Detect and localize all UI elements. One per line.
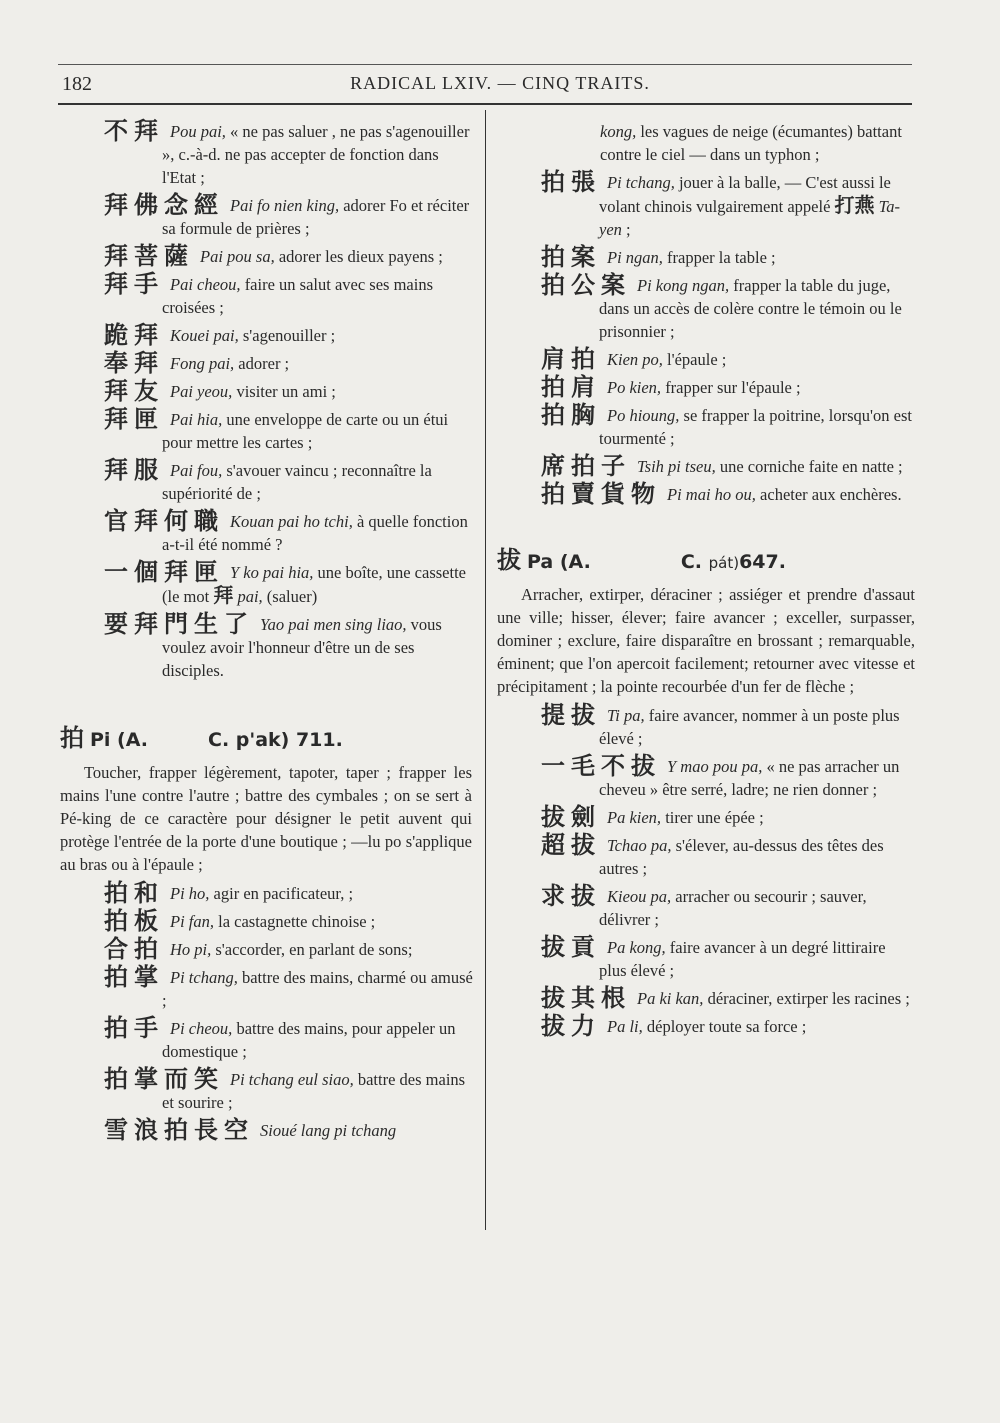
dictionary-entry: [104, 935, 476, 963]
entry-body: [104, 191, 476, 240]
dictionary-entry: [541, 882, 915, 931]
entry-romanization: kong,: [600, 122, 637, 141]
entry-body: [104, 456, 476, 505]
entry-romanization: Yao pai men sing liao,: [260, 615, 407, 634]
entry-romanization: Pi tchang eul siao,: [230, 1070, 354, 1089]
section-heading-pa: [497, 540, 915, 575]
section-heading-pi: [60, 718, 478, 753]
entry-body: [104, 507, 476, 556]
dictionary-entry: [541, 168, 915, 241]
entry-characters: 拜佛念經: [104, 191, 224, 219]
entry-body: [104, 377, 476, 405]
entries-block: [497, 168, 915, 508]
entry-romanization: Kouei pai,: [170, 326, 239, 345]
entry-definition: vous voulez avoir l'honneur d'être un de ses disciples.: [162, 615, 442, 680]
entry-characters: 拍賣貨物: [541, 480, 661, 508]
entry-romanization: Pi tchang,: [607, 173, 675, 192]
entry-romanization: Kieou pa,: [607, 887, 672, 906]
entry-definition: s'accorder, en parlant de sons;: [211, 940, 413, 959]
entry-definition: frapper sur l'épaule ;: [661, 378, 801, 397]
entry-definition: faire un salut avec ses mains croisées ;: [162, 275, 433, 317]
section-definition: Toucher, frapper légèrement, tapoter, taper ; frapper les mains l'une contre l'autre ; battre des cymbales ; on se sert à Pé-king de ce caractère pour désigner le petit auvent qui protège l'entrée de la porte d'une boutique ; —lu po s'applique au bras ou à l'épaule ;: [60, 763, 472, 874]
entry-definition: à quelle fonction a-t-il été nommé ?: [162, 512, 468, 554]
right-column: [497, 120, 915, 1043]
entry-definition: « ne pas saluer , ne pas s'agenouiller », c.-à-d. ne pas accepter de fonction dans l'Etat ;: [162, 122, 470, 187]
entry-definition: les vagues de neige (écumantes) battant contre le ciel — dans un typhon ;: [600, 122, 902, 164]
section-mandarin-label: Pa (A.: [527, 551, 591, 573]
entry-characters: 一毛不拔: [541, 752, 661, 780]
entry-definition: s'agenouiller ;: [238, 326, 336, 345]
dictionary-entry: [104, 558, 476, 608]
dictionary-entry: [541, 933, 915, 982]
entry-definition: s'élever, au-dessus des têtes des autres ;: [599, 836, 884, 878]
inline-characters: 拜: [213, 583, 234, 607]
entry-definition: frapper la table ;: [662, 248, 776, 267]
entry-body: [104, 242, 476, 270]
entry-characters: 拍手: [104, 1014, 164, 1042]
entry-characters: 拍案: [541, 243, 601, 271]
entry-romanization: Pai pou sa,: [200, 247, 275, 266]
entry-definition: acheter aux enchères.: [755, 485, 902, 504]
entry-body: [104, 1116, 476, 1144]
entry-characters: 一個拜匣: [104, 558, 224, 586]
entry-body: [104, 270, 476, 319]
entry-body: [541, 480, 915, 508]
entry-characters: 拍肩: [541, 373, 601, 401]
dictionary-entry: [541, 243, 915, 271]
entry-romanization: Tsih pi tseu,: [637, 457, 716, 476]
entry-characters: 拍板: [104, 907, 164, 935]
entry-definition: tirer une épée ;: [661, 808, 764, 827]
entry-romanization: Pi ho,: [170, 884, 210, 903]
entry-characters: 拔力: [541, 1012, 601, 1040]
entry-characters: 雪浪拍長空: [104, 1116, 254, 1144]
entry-definition: battre des mains et sourire ;: [162, 1070, 466, 1112]
dictionary-entry: [104, 1014, 476, 1063]
dictionary-entry: [104, 405, 476, 454]
entry-romanization: Pai fo nien king,: [230, 196, 340, 215]
entry-characters: 拜服: [104, 456, 164, 484]
entry-definition: une enveloppe de carte ou un étui pour mettre les cartes ;: [162, 410, 449, 452]
entry-body: [541, 168, 915, 241]
dictionary-entry: [104, 456, 476, 505]
entry-romanization: Y ko pai hia,: [230, 563, 314, 582]
entry-romanization: Kien po,: [607, 350, 663, 369]
entry-body: [541, 752, 915, 801]
entry-definition: visiter un ami ;: [232, 382, 336, 401]
entry-definition: adorer ;: [234, 354, 290, 373]
entry-characters: 席拍子: [541, 452, 631, 480]
entry-body: [104, 610, 476, 682]
entry-definition: arracher ou secourir ; sauver, délivrer ;: [599, 887, 867, 929]
dictionary-entry: [541, 831, 915, 880]
entry-romanization: Pa kien,: [607, 808, 662, 827]
section-number: 647.: [739, 551, 786, 573]
dictionary-entry: [541, 480, 915, 508]
entry-characters: 不拜: [104, 117, 164, 145]
entry-body: [541, 401, 915, 450]
entry-definition: une boîte, une cassette (le mot: [162, 563, 466, 606]
entry-romanization: Y mao pou pa,: [667, 757, 763, 776]
entry-characters: 拍公案: [541, 271, 631, 299]
entry-definition-tail: ;: [621, 220, 631, 239]
dictionary-entry: [541, 345, 915, 373]
dictionary-entry: [104, 610, 476, 682]
entry-body: [104, 907, 476, 935]
entry-body: [104, 879, 476, 907]
entry-romanization: Sioué lang pi tchang: [260, 1121, 397, 1140]
entry-body: [541, 831, 915, 880]
entry-body: [104, 963, 476, 1012]
dictionary-entry: [104, 242, 476, 270]
dictionary-entry: [104, 1116, 476, 1144]
dictionary-entry: [104, 879, 476, 907]
entry-definition: jouer à la balle, — C'est aussi le volant chinois vulgairement appelé: [599, 173, 891, 216]
header-rule: [58, 103, 912, 105]
inline-characters: 打燕: [834, 193, 875, 217]
entry-romanization: Po kien,: [607, 378, 662, 397]
entry-body: [541, 243, 915, 271]
entry-body: [541, 984, 915, 1012]
entry-characters: 奉拜: [104, 349, 164, 377]
entry-body: [104, 558, 476, 608]
inline-romanization: pai,: [237, 587, 263, 606]
entry-characters: 拜匣: [104, 405, 164, 433]
entry-characters: 拔劍: [541, 803, 601, 831]
dictionary-entry: [541, 1012, 915, 1040]
entries-block: [497, 701, 915, 1040]
entry-definition: battre des mains, charmé ou amusé ;: [162, 968, 473, 1010]
dictionary-entry: [104, 907, 476, 935]
entry-romanization: Ti pa,: [607, 706, 645, 725]
dictionary-entry: [104, 117, 476, 189]
dictionary-entry: [541, 271, 915, 343]
entry-romanization: Pai fou,: [170, 461, 223, 480]
column-divider: [485, 110, 486, 1230]
entry-definition: faire avancer, nommer à un poste plus élevé ;: [599, 706, 900, 748]
entries-block: [60, 117, 478, 682]
entry-body: [541, 803, 915, 831]
entry-romanization: Pi cheou,: [170, 1019, 233, 1038]
entry-romanization: Pai yeou,: [170, 382, 233, 401]
entry-romanization: Pa kong,: [607, 938, 666, 957]
section-cantonese-label: C.: [680, 551, 702, 573]
entry-definition: « ne pas arracher un cheveu » être serré, ladre; ne rien donner ;: [599, 757, 900, 799]
dictionary-entry: [104, 1065, 476, 1114]
entry-romanization: Tchao pa,: [607, 836, 672, 855]
dictionary-entry: [541, 373, 915, 401]
entry-characters: 求拔: [541, 882, 601, 910]
entry-romanization: Pou pai,: [170, 122, 226, 141]
entry-romanization: Fong pai,: [170, 354, 235, 373]
dictionary-entry: [541, 752, 915, 801]
entry-characters: 要拜門生了: [104, 610, 254, 638]
running-title: RADICAL LXIV. — CINQ TRAITS.: [350, 73, 650, 93]
entry-characters: 提拔: [541, 701, 601, 729]
entry-characters: 拜友: [104, 377, 164, 405]
section-character: 拔: [497, 546, 521, 574]
entry-characters: 拍掌而笑: [104, 1065, 224, 1093]
entry-definition: adorer Fo et réciter sa formule de prières ;: [162, 196, 470, 238]
top-rule: [58, 64, 912, 65]
dictionary-entry: [104, 507, 476, 556]
dictionary-entry: [104, 191, 476, 240]
dictionary-entry: [541, 701, 915, 750]
entry-body: [541, 933, 915, 982]
entry-definition: l'épaule ;: [662, 350, 727, 369]
dictionary-entry: [104, 270, 476, 319]
entry-romanization: Pi mai ho ou,: [667, 485, 756, 504]
entry-body: [541, 452, 915, 480]
entry-characters: 拍掌: [104, 963, 164, 991]
dictionary-entry: [541, 803, 915, 831]
section-character: 拍: [60, 724, 84, 752]
entry-definition: une corniche faite en natte ;: [715, 457, 903, 476]
section-cantonese-reading: pát): [708, 554, 740, 572]
dictionary-entry: [541, 452, 915, 480]
entry-romanization: Pi tchang,: [170, 968, 238, 987]
dictionary-entry: [541, 401, 915, 450]
entry-body: [104, 117, 476, 189]
entries-block: [60, 879, 478, 1144]
dictionary-entry: [541, 984, 915, 1012]
entry-body: [104, 349, 476, 377]
entry-definition: adorer les dieux payens ;: [274, 247, 443, 266]
entry-body: [104, 1014, 476, 1063]
entry-definition: battre des mains, pour appeler un domestique ;: [162, 1019, 456, 1061]
entry-definition-tail: (saluer): [262, 587, 318, 606]
entry-body: [541, 882, 915, 931]
entry-characters: 拔貢: [541, 933, 601, 961]
dictionary-entry: [104, 321, 476, 349]
entry-definition: faire avancer à un degré littiraire plus élevé ;: [599, 938, 886, 980]
entry-characters: 拜手: [104, 270, 164, 298]
entry-body: [104, 1065, 476, 1114]
dictionary-entry: [104, 377, 476, 405]
entry-romanization: Pa li,: [607, 1017, 643, 1036]
entry-definition: déraciner, extirper les racines ;: [703, 989, 910, 1008]
entry-romanization: Pi fan,: [170, 912, 214, 931]
entry-characters: 合拍: [104, 935, 164, 963]
entry-definition: la castagnette chinoise ;: [214, 912, 376, 931]
section-mandarin-label: Pi (A.: [90, 729, 149, 751]
entry-romanization: Pa ki kan,: [637, 989, 704, 1008]
entry-body: [541, 271, 915, 343]
left-column: [60, 117, 478, 1147]
entry-definition: déployer toute sa force ;: [642, 1017, 807, 1036]
entry-definition: agir en pacificateur, ;: [209, 884, 354, 903]
entry-definition: s'avouer vaincu ; reconnaître la supériorité de ;: [162, 461, 432, 503]
entry-characters: 拍和: [104, 879, 164, 907]
entry-characters: 拍張: [541, 168, 601, 196]
dictionary-entry: [104, 349, 476, 377]
entry-romanization: Pi kong ngan,: [637, 276, 730, 295]
entry-definition: se frapper la poitrine, lorsqu'on est tourmenté ;: [599, 406, 912, 448]
entry-characters: 拜菩薩: [104, 242, 194, 270]
entry-body: [541, 1012, 915, 1040]
entry-body: [104, 405, 476, 454]
entry-body: [541, 373, 915, 401]
entry-body: [104, 321, 476, 349]
entry-romanization: Po hioung,: [607, 406, 680, 425]
entry-characters: 超拔: [541, 831, 601, 859]
entry-romanization: Ho pi,: [170, 940, 212, 959]
entry-body: [541, 345, 915, 373]
entry-characters: 官拜何職: [104, 507, 224, 535]
entry-characters: 拍胸: [541, 401, 601, 429]
entry-romanization: Pai hia,: [170, 410, 223, 429]
entry-body: [104, 935, 476, 963]
entry-romanization: Pai cheou,: [170, 275, 241, 294]
section-definition: Arracher, extirper, déraciner ; assiéger et prendre d'assaut une ville; hisser, élever; faire avancer ; exceller, surpasser, dominer ; exclure, faire disparaître en brossant ; remarquable, éminent; que l'on apercoit facilement; retourner avec vitesse et précipitament ; la pointe recourbée d'un fer de flèche ;: [497, 585, 915, 696]
section-cantonese-label: C. p'ak) 711.: [208, 729, 343, 751]
entry-characters: 跪拜: [104, 321, 164, 349]
entry-romanization: Pi ngan,: [607, 248, 663, 267]
dictionary-entry: [104, 963, 476, 1012]
entry-characters: 肩拍: [541, 345, 601, 373]
inline-romanization: Ta-yen: [599, 197, 901, 239]
entry-characters: 拔其根: [541, 984, 631, 1012]
entry-body: [541, 701, 915, 750]
entry-definition: frapper la table du juge, dans un accès de colère contre le témoin ou le prisonnier ;: [599, 276, 902, 341]
entry-romanization: Kouan pai ho tchi,: [230, 512, 353, 531]
page-number: 182: [62, 73, 92, 95]
continuation-entry: [600, 120, 915, 166]
